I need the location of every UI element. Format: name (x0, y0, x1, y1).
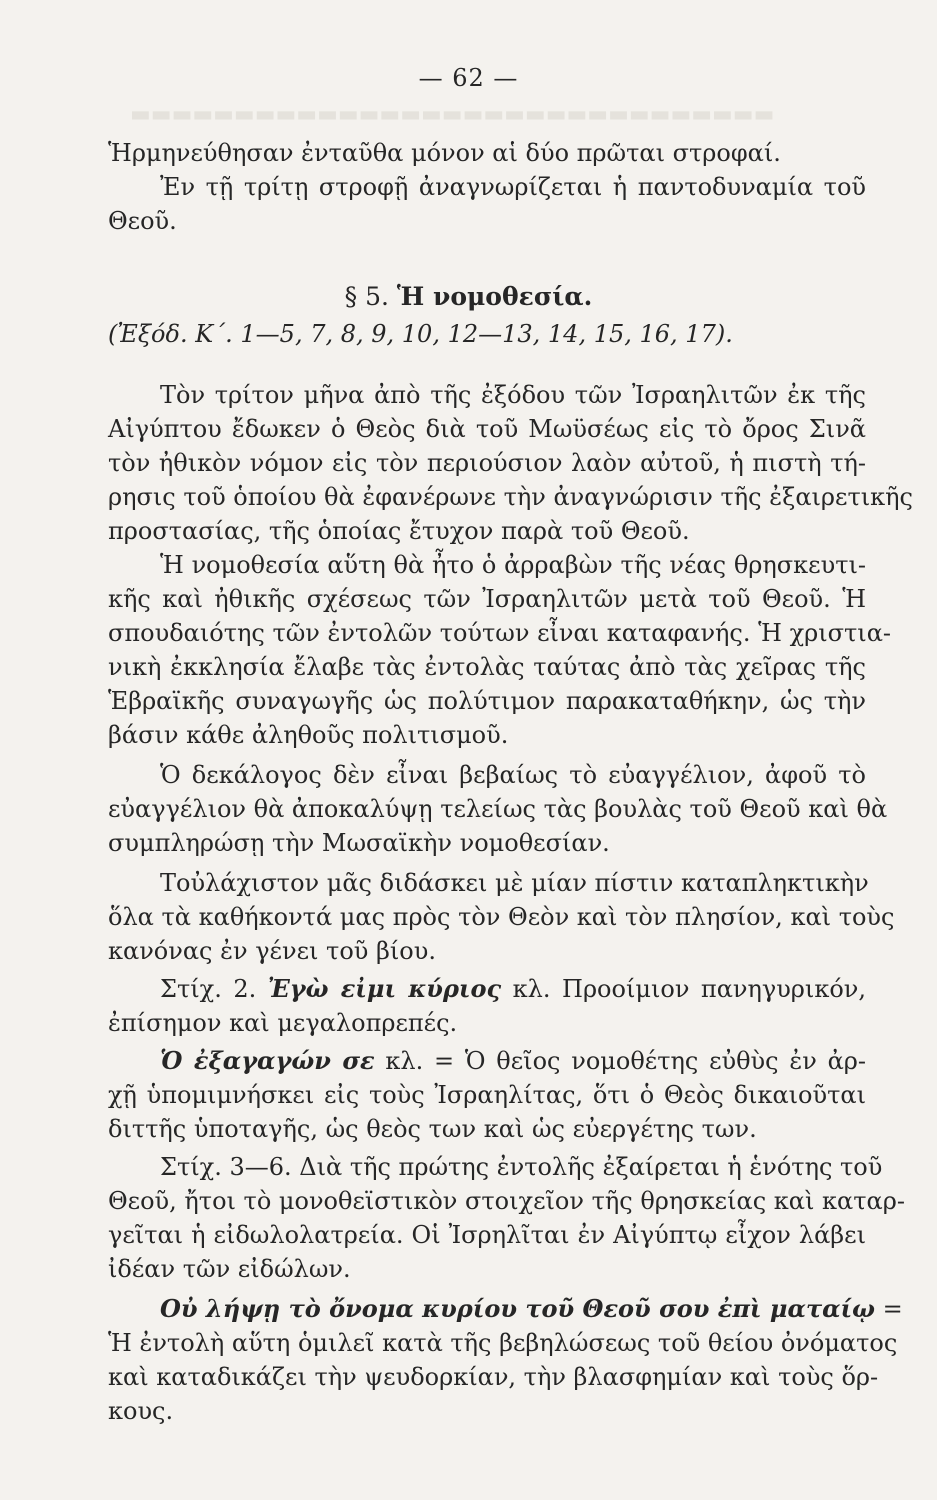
text-line: εὐαγγέλιον θὰ ἀποκαλύψῃ τελείως τὰς βουλὰς τοῦ Θεοῦ καὶ θὰ (108, 795, 888, 823)
text-line: Τοὐλάχιστον μᾶς διδάσκει μὲ μίαν πίστιν καταπληκτικὴν (160, 869, 869, 897)
text-line: Ἐν τῇ τρίτῃ στροφῇ ἀναγνωρίζεται ἡ παντοδυναμία τοῦ (160, 173, 866, 201)
text-line: Ἡ νομοθεσία αὕτη θὰ ἦτο ὁ ἀρραβὼν τῆς νέας θρησκευτι- (160, 551, 866, 579)
text-line: Ἑβραϊκῆς συναγωγῆς ὡς πολύτιμον παρακαταθήκην, ὡς τὴν (108, 687, 866, 715)
scripture-reference: (Ἐξόδ. Κ΄. 1—5, 7, 8, 9, 10, 12—13, 14, 15, 16, 17). (108, 320, 733, 348)
text-line: καὶ καταδικάζει τὴν ψευδορκίαν, τὴν βλασφημίαν καὶ τοὺς ὅρ- (108, 1363, 879, 1391)
text-line: συμπληρώσῃ τὴν Μωσαϊκὴν νομοθεσίαν. (108, 829, 610, 857)
text-line: Ἡ ἐντολὴ αὕτη ὁμιλεῖ κατὰ τῆς βεβηλώσεως τοῦ θείου ὀνόματος (108, 1329, 898, 1357)
text-line: βάσιν κάθε ἀληθοῦς πολιτισμοῦ. (108, 721, 509, 749)
section-number: § 5. (344, 282, 389, 311)
text-line-exagagon (160, 1044, 866, 1078)
text-line: τὸν ἠθικὸν νόμον εἰς τὸν περιούσιον λαὸν αὐτοῦ, ἡ πιστὴ τή- (108, 449, 866, 477)
text-line: Ὁ δεκάλογος δὲν εἶναι βεβαίως τὸ εὐαγγέλιον, ἀφοῦ τὸ (160, 761, 866, 789)
quoted-verse: Ὁ ἐξαγαγών σε (160, 1046, 375, 1075)
text-line: σπουδαιότης τῶν ἐντολῶν τούτων εἶναι καταφανής. Ἡ χριστια- (108, 619, 892, 647)
text-line: διττῆς ὑποταγῆς, ὡς θεὸς των καὶ ὡς εὐεργέτης των. (108, 1115, 757, 1143)
text-line: ρησις τοῦ ὁποίου θὰ ἐφανέρωνε τὴν ἀναγνώρισιν τῆς ἐξαιρετικῆς (108, 483, 913, 511)
verse-comment: κλ. Προοίμιον πανηγυρικόν, (501, 975, 866, 1003)
text-line: ἐπίσημον καὶ μεγαλοπρεπές. (108, 1009, 458, 1037)
text-line: Στίχ. 3—6. Διὰ τῆς πρώτης ἐντολῆς ἐξαίρεται ἡ ἑνότης τοῦ (160, 1153, 883, 1181)
text-line: γεῖται ἡ εἰδωλολατρεία. Οἱ Ἰσρηλῖται ἐν Αἰγύπτῳ εἶχον λάβει (108, 1221, 866, 1249)
text-line: κῆς καὶ ἠθικῆς σχέσεως τῶν Ἰσραηλιτῶν μετὰ τοῦ Θεοῦ. Ἡ (108, 585, 866, 613)
text-line: κανόνας ἐν γένει τοῦ βίου. (108, 937, 436, 965)
bleed-through-texture: ▬▬▬▬▬▬▬▬▬▬▬▬▬▬▬▬▬▬▬▬▬▬▬▬▬▬▬▬▬▬▬ (130, 102, 775, 127)
text-line: προστασίας, τῆς ὁποίας ἔτυχον παρὰ τοῦ Θεοῦ. (108, 517, 690, 545)
text-line: Ἡρμηνεύθησαν ἐνταῦθα μόνον αἱ δύο πρῶται στροφαί. (108, 139, 781, 167)
text-line: ἰδέαν τῶν εἰδώλων. (108, 1255, 351, 1283)
text-line: κους. (108, 1397, 174, 1425)
text-line: Θεοῦ. (108, 207, 177, 235)
text-line-third-commandment (160, 1292, 903, 1326)
section-title: Ἡ νομοθεσία. (396, 282, 593, 311)
text-line-verse-2 (160, 972, 866, 1006)
verse-comment: = (875, 1295, 903, 1323)
page-number: — 62 — (418, 64, 519, 92)
quoted-verse: Οὐ λήψῃ τὸ ὄνομα κυρίου τοῦ Θεοῦ σου ἐπὶ ματαίῳ (160, 1294, 876, 1323)
section-heading (0, 280, 937, 314)
text-line: ὅλα τὰ καθήκοντά μας πρὸς τὸν Θεὸν καὶ τὸν πλησίον, καὶ τοὺς (108, 903, 895, 931)
text-line: χῇ ὑπομιμνήσκει εἰς τοὺς Ἰσραηλίτας, ὅτι ὁ Θεὸς δικαιοῦται (108, 1081, 866, 1109)
quoted-verse: Ἐγὼ εἰμι κύριος (267, 974, 502, 1003)
text-line: Τὸν τρίτον μῆνα ἀπὸ τῆς ἐξόδου τῶν Ἰσραηλιτῶν ἐκ τῆς (160, 381, 866, 409)
text-line: Αἰγύπτου ἔδωκεν ὁ Θεὸς διὰ τοῦ Μωϋσέως εἰς τὸ ὄρος Σινᾶ (108, 415, 866, 443)
text-line: νικὴ ἐκκλησία ἔλαβε τὰς ἐντολὰς ταύτας ἀπὸ τὰς χεῖρας τῆς (108, 653, 866, 681)
verse-comment: κλ. = Ὁ θεῖος νομοθέτης εὐθὺς ἐν ἀρ- (374, 1047, 866, 1075)
text-line: Θεοῦ, ἤτοι τὸ μονοθεϊστικὸν στοιχεῖον τῆς θρησκείας καὶ καταρ- (108, 1187, 905, 1215)
verse-label: Στίχ. 2. (160, 975, 268, 1003)
